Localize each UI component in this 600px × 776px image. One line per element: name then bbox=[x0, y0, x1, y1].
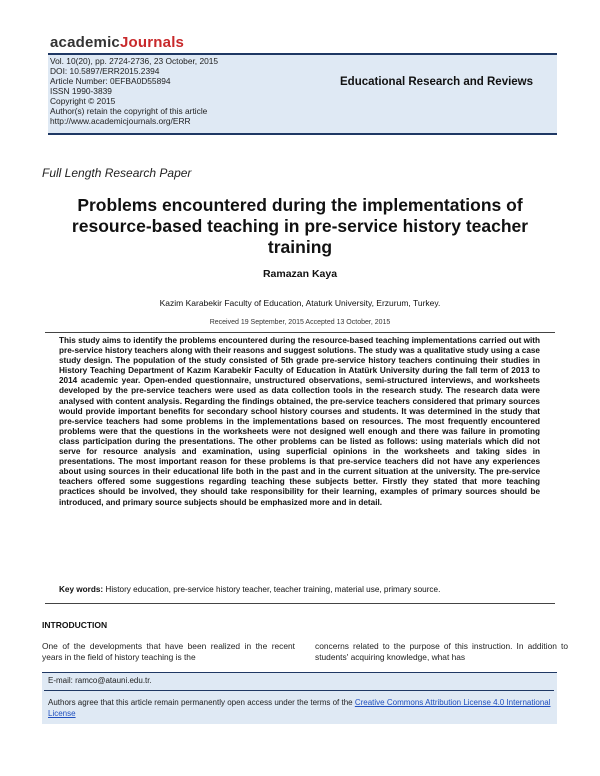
meta-url[interactable]: http://www.academicjournals.org/ERR bbox=[50, 116, 191, 126]
article-meta bbox=[50, 56, 218, 126]
license-note bbox=[48, 697, 553, 719]
keywords-text: History education, pre-service history teacher, teacher training, material use, primary source. bbox=[105, 585, 441, 594]
section-heading-introduction: INTRODUCTION bbox=[42, 620, 108, 630]
meta-doi: DOI: 10.5897/ERR2015.2394 bbox=[50, 66, 160, 76]
paper-kind: Full Length Research Paper bbox=[42, 166, 192, 180]
meta-issn: ISSN 1990-3839 bbox=[50, 86, 112, 96]
journal-name: Educational Research and Reviews bbox=[340, 76, 534, 88]
abstract-text: This study aims to identify the problems encountered during the resource-based teaching implementations carried out with pre-service history teachers along with their reasons and suggest solutions. The study was a qualitative study using a case study design. The population of the study consisted of 5th grade pre-service history teachers continuing their studies in History Teaching Department of Kazım Karabekir Faculty of Education in Atatürk University during the fall term of 2013 to 2014 academic year. Open-ended questionnaire, unstructured observations, semi-structured interviews, and worksheets developed by the pre-service teachers were used as data collection tools in the research study. The research data were analysed with content analysis. Regarding the findings obtained, the pre-service teachers considered that primary sources would provide important benefits for secondary school history courses and students. It was determined in the study that pre-service teachers had some problems in the implementations based on resources. The most frequently encountered problems were that the questions in the worksheets were not designed well enough and there was failure in promoting class participation during the presentations. The other problems can be listed as follows: using materials which did not serve for resource analysis and examination, using superficial opinions in the worksheets and taking sides in presentations. The most important reason for these problems is that pre-service teachers did not have any experiences about using sources in their educational life both in the past and in the current situation at the university. The pre-service teachers offered some suggestions regarding teaching these subjects better. Firstly they stated that more teaching practices should be involved, they should take responsibility for their learning, examples of primary sources should be introduced, and primary source subjects should be emphasized more and in detail. bbox=[59, 336, 540, 507]
journal-logo: academicJournals bbox=[50, 34, 185, 51]
meta-article-number: Article Number: 0EFBA0D55894 bbox=[50, 76, 171, 86]
license-text: Authors agree that this article remain permanently open access under the terms of the bbox=[48, 698, 355, 707]
paper-title: Problems encountered during the implementations of resource-based teaching in pre-service history teacher training bbox=[71, 195, 529, 257]
author-affiliation: Kazim Karabekir Faculty of Education, Ataturk University, Erzurum, Turkey. bbox=[159, 298, 441, 308]
license-link[interactable]: Creative Commons Attribution License 4.0 International License bbox=[48, 698, 551, 718]
keywords-label: Key words: bbox=[59, 585, 104, 594]
footer-divider bbox=[44, 690, 554, 691]
intro-column-right: concerns related to the purpose of this instruction. In addition to students' acquiring knowledge, what has bbox=[315, 641, 568, 662]
intro-column-left: One of the developments that have been realized in the recent years in the field of history teaching is the bbox=[42, 641, 295, 662]
keywords bbox=[59, 585, 549, 595]
author-email[interactable]: E-mail: ramco@atauni.edu.tr. bbox=[48, 676, 152, 685]
received-dates: Received 19 September, 2015 Accepted 13 October, 2015 bbox=[209, 319, 391, 326]
meta-volume: Vol. 10(20), pp. 2724-2736, 23 October, 2015 bbox=[50, 56, 219, 66]
author-name: Ramazan Kaya bbox=[262, 268, 338, 280]
meta-rights: Author(s) retain the copyright of this article bbox=[50, 106, 208, 116]
meta-copyright: Copyright © 2015 bbox=[50, 96, 116, 106]
